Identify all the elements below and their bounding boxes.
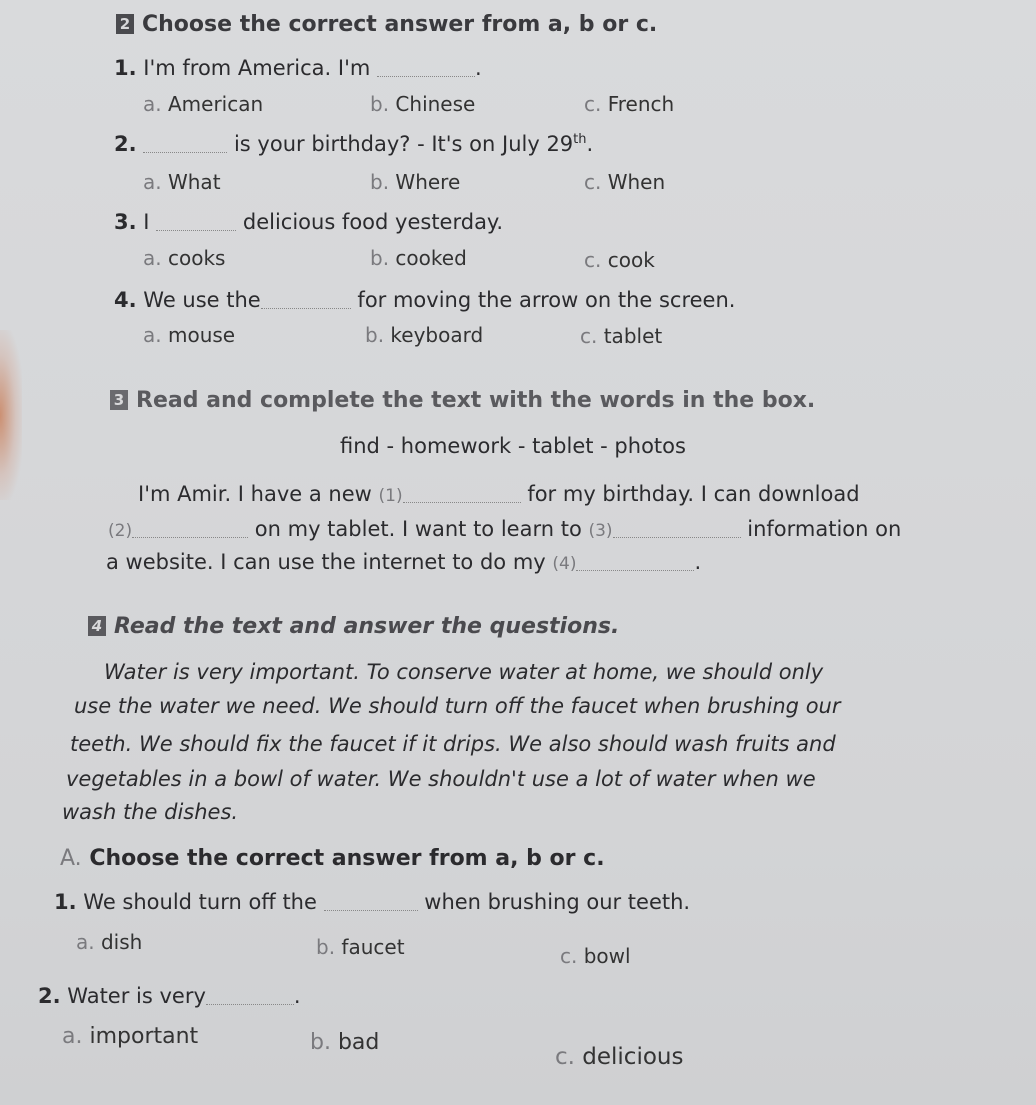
exercise-4-badge: 4 — [88, 616, 106, 636]
ex2-q2-blank[interactable] — [143, 152, 227, 153]
ex2-q2-number: 2. — [114, 132, 137, 156]
ex4-q1-blank[interactable] — [324, 910, 418, 911]
reading-line-3: teeth. We should fix the faucet if it drips. We also should wash fruits and — [70, 732, 836, 756]
reading-line-1: Water is very important. To conserve water at home, we should only — [104, 660, 824, 684]
ex3-blank-1[interactable] — [403, 502, 521, 503]
ex3-line-3: a website. I can use the internet to do my (4) . — [106, 550, 702, 574]
ex4-q2-option-a[interactable]: a. important — [62, 1024, 199, 1049]
ex3-marker-1: (1) — [378, 486, 403, 506]
ex2-q1-option-b[interactable]: b. Chinese — [370, 92, 476, 116]
ex2-q4-option-b[interactable]: b. keyboard — [365, 323, 484, 347]
ex2-q4-text: for moving the arrow on the screen. — [357, 288, 736, 312]
word-box: find - homework - tablet - photos — [340, 434, 686, 458]
ex4-q1-option-a[interactable]: a. dish — [76, 930, 143, 954]
ex2-q1-end: . — [475, 56, 482, 80]
ex2-q4-number: 4. — [114, 288, 137, 312]
ex2-q1-number: 1. — [114, 56, 137, 80]
ex2-question-3: 3. I delicious food yesterday. — [114, 210, 504, 234]
ex2-q1-text: I'm from America. I'm — [143, 56, 371, 80]
exercise-2-title-text: Choose the correct answer from a, b or c. — [142, 12, 658, 37]
ex3-blank-3[interactable] — [613, 537, 741, 538]
ex2-q3-option-c[interactable]: c. cook — [584, 248, 655, 272]
ex2-q4-blank[interactable] — [261, 308, 351, 309]
exercise-4-title-text: Read the text and answer the questions. — [114, 614, 620, 639]
exercise-3-badge: 3 — [110, 390, 128, 410]
ex4-q2-blank[interactable] — [206, 1004, 294, 1005]
exercise-3-title-text: Read and complete the text with the words in the box. — [136, 388, 816, 413]
ex4-q2-option-c[interactable]: c. delicious — [555, 1044, 684, 1070]
exercise-2-badge: 2 — [116, 14, 134, 34]
ex2-q2-option-c[interactable]: c. When — [584, 170, 666, 194]
ex3-marker-2: (2) — [108, 521, 133, 541]
ex2-question-2: 2. is your birthday? - It's on July 29th. — [114, 132, 594, 156]
ex4-question-2: 2. Water is very . — [38, 984, 301, 1008]
reading-line-5: wash the dishes. — [62, 800, 239, 824]
ex2-q1-option-c[interactable]: c. French — [584, 92, 675, 116]
ex2-q2-option-b[interactable]: b. Where — [370, 170, 461, 194]
ex2-q3-option-a[interactable]: a. cooks — [143, 246, 226, 270]
ex2-q3-number: 3. — [114, 210, 137, 234]
reading-line-4: vegetables in a bowl of water. We shouldn't use a lot of water when we — [66, 767, 816, 791]
ex4-subsection-a-title: A. Choose the correct answer from a, b or c. — [60, 846, 605, 871]
ex4-q1-option-b[interactable]: b. faucet — [316, 935, 405, 959]
ex3-marker-4: (4) — [552, 554, 577, 574]
reading-line-2: use the water we need. We should turn off the faucet when brushing our — [74, 694, 841, 718]
ex2-q4-option-c[interactable]: c. tablet — [580, 324, 663, 348]
ex2-q3-blank[interactable] — [156, 230, 236, 231]
ex2-q3-text: delicious food yesterday. — [242, 210, 504, 234]
ex2-q4-option-a[interactable]: a. mouse — [143, 323, 236, 347]
ex4-question-1: 1. We should turn off the when brushing our teeth. — [54, 890, 691, 914]
exercise-3-title — [110, 388, 815, 413]
ex3-blank-2[interactable] — [132, 537, 248, 538]
ex2-question-4: 4. We use the for moving the arrow on the screen. — [114, 288, 736, 312]
ex3-line-2: (2) on my tablet. I want to learn to (3) information on — [108, 517, 902, 541]
ex3-line-1: I'm Amir. I have a new (1) for my birthday. I can download — [138, 482, 860, 506]
ex2-q3-option-b[interactable]: b. cooked — [370, 246, 467, 270]
exercise-4-title — [88, 614, 619, 639]
ex4-q1-option-c[interactable]: c. bowl — [560, 944, 631, 968]
ex2-q2-option-a[interactable]: a. What — [143, 170, 221, 194]
ex3-blank-4[interactable] — [576, 570, 694, 571]
exercise-2-title — [116, 12, 657, 37]
ex4-q2-option-b[interactable]: b. bad — [310, 1030, 380, 1055]
ex2-q1-blank[interactable] — [377, 76, 475, 77]
ex2-q1-option-a[interactable]: a. American — [143, 92, 264, 116]
ex2-q2-text: is your birthday? - It's on July 29 — [233, 132, 574, 156]
ex2-question-1 — [114, 56, 482, 80]
ex3-marker-3: (3) — [588, 521, 613, 541]
page-shadow — [0, 330, 22, 500]
